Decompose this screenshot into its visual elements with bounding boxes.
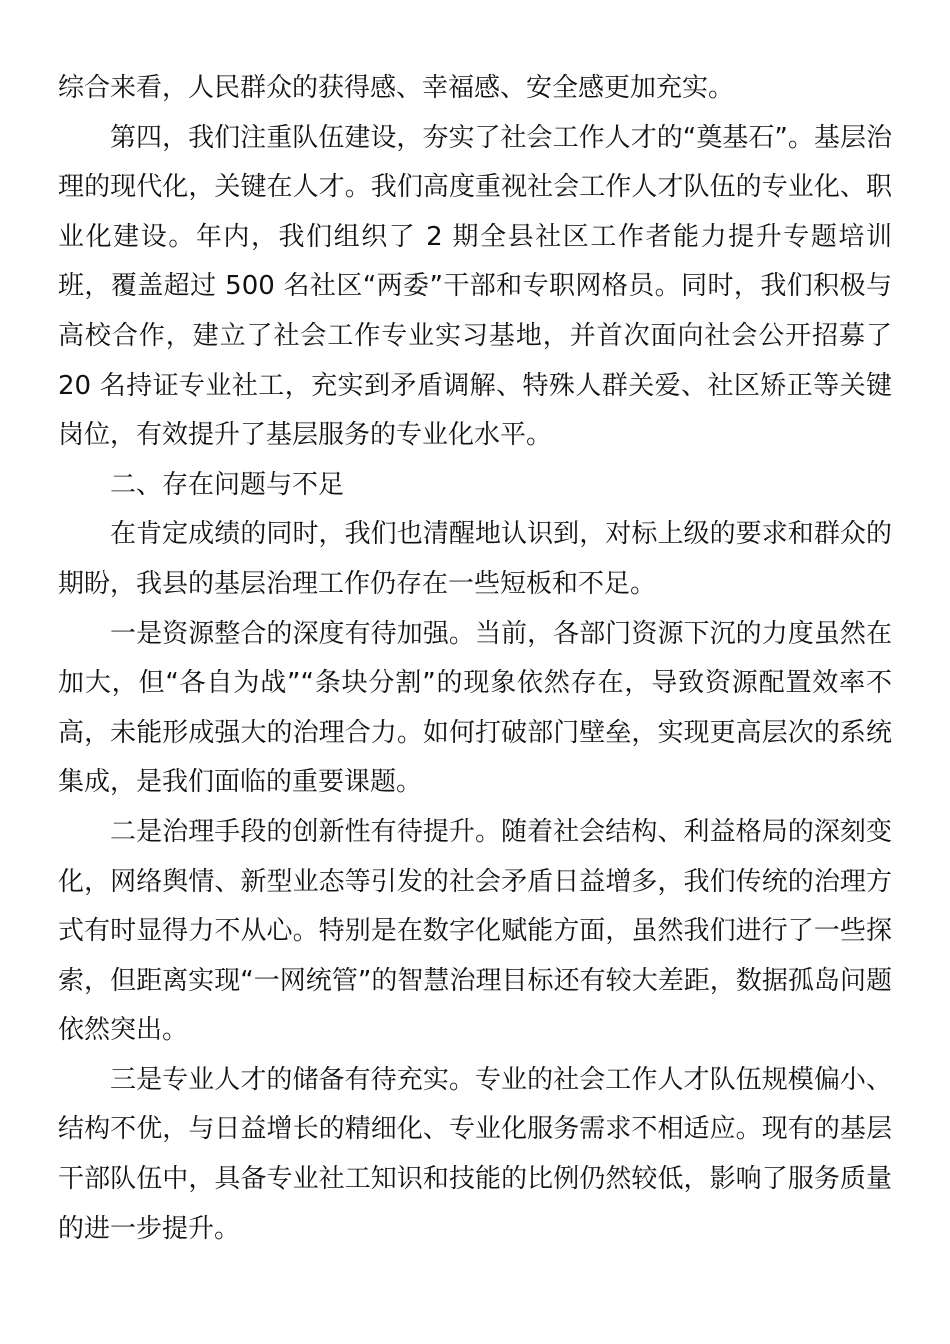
paragraph-problem-3: 三是专业人才的储备有待充实。专业的社会工作人才队伍规模偏小、结构不优，与日益增长的精细化、专业化服务需求不相适应。现有的基层干部队伍中，具备专业社工知识和技能的比例仍然较低，影响了服务质量的进一步提升。 — [58, 1064, 892, 1244]
paragraph-problems-intro: 在肯定成绩的同时，我们也清醒地认识到，对标上级的要求和群众的期盼，我县的基层治理工作仍存在一些短板和不足。 — [58, 519, 892, 599]
paragraph-team-building: 第四，我们注重队伍建设，夯实了社会工作人才的“奠基石”。基层治理的现代化，关键在人才。我们高度重视社会工作人才队伍的专业化、职业化建设。年内，我们组织了 2 期全县社区工作者能力提升专题培训班，覆盖超过 500 名社区“两委”干部和专职网格员。同时，我们积极与高校合作，建立了社会工作专业实习基地，并首次面向社会公开招募了 20 名持证专业社工，充实到矛盾调解、特殊人群关爱、社区矫正等关键岗位，有效提升了基层服务的专业化水平。 — [58, 122, 892, 451]
paragraph-continuation: 综合来看，人民群众的获得感、幸福感、安全感更加充实。 — [58, 73, 735, 103]
section-heading-problems: 二、存在问题与不足 — [110, 469, 345, 500]
document-page — [58, 64, 892, 1254]
paragraph-problem-1: 一是资源整合的深度有待加强。当前，各部门资源下沉的力度虽然在加大，但“各自为战”“条块分割”的现象依然存在，导致资源配置效率不高，未能形成强大的治理合力。如何打破部门壁垒，实现更高层次的系统集成，是我们面临的重要课题。 — [58, 618, 892, 798]
paragraph-problem-2: 二是治理手段的创新性有待提升。随着社会结构、利益格局的深刻变化，网络舆情、新型业态等引发的社会矛盾日益增多，我们传统的治理方式有时显得力不从心。特别是在数字化赋能方面，虽然我们进行了一些探索，但距离实现“一网统管”的智慧治理目标还有较大差距，数据孤岛问题依然突出。 — [58, 816, 892, 1046]
